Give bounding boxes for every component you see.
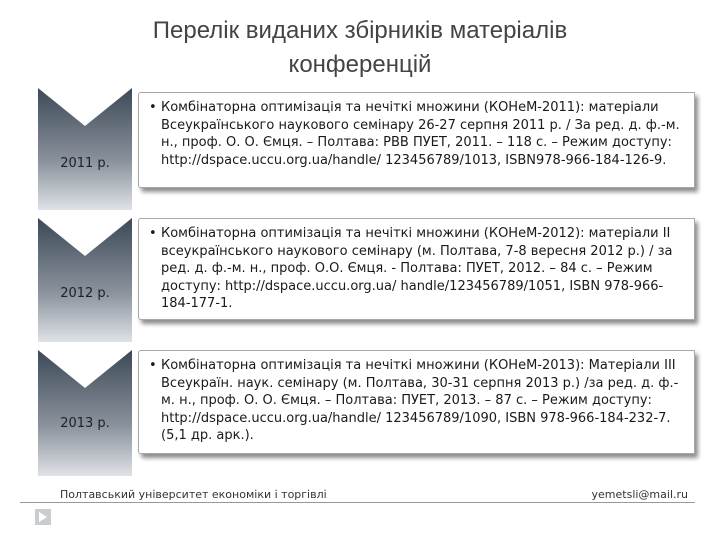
bullet: • — [149, 358, 157, 373]
list-item — [139, 93, 694, 169]
year-label: 2013 р. — [60, 416, 110, 431]
entry-list — [139, 351, 694, 445]
footer-email: yemetsli@mail.ru — [591, 488, 688, 501]
entry-box — [138, 350, 695, 454]
slide-corner-icon — [35, 509, 51, 529]
entry-row-2011 — [0, 88, 720, 210]
bullet: • — [149, 226, 157, 241]
entry-box — [138, 92, 695, 188]
list-item — [139, 219, 694, 313]
entry-list — [139, 219, 694, 313]
year-label: 2012 р. — [60, 286, 110, 301]
chevron-arrow-icon — [38, 218, 132, 342]
footer-divider — [20, 502, 695, 503]
year-label: 2011 р. — [60, 156, 110, 171]
page-title — [60, 14, 660, 82]
bullet: • — [149, 100, 157, 115]
title-line-1: Перелік виданих збірників матеріалів — [152, 17, 568, 44]
entry-text: Комбінаторна оптимізація та нечіткі множини (КОНеМ-2011): матеріали Всеукраїнського наукового семінару 26-27 серпня 2011 р. / За ред. д. ф.-м. н., проф. О. О. Ємця. – Полтава: РВВ ПУЕТ, 2011. – 118 с. – Режим доступу: http://dspace.uccu.org.ua/handle/ 123456789/1013, ISBN978-966-184-126-9. — [161, 100, 680, 168]
chevron-shape — [38, 218, 132, 342]
chevron-shape — [38, 350, 132, 476]
list-item — [139, 351, 694, 445]
footer-institution: Полтавський університет економіки і торгівлі — [60, 488, 327, 501]
chevron-shape — [38, 88, 132, 210]
title-line-2: конференцій — [288, 51, 432, 78]
entry-list — [139, 93, 694, 169]
entry-box — [138, 218, 695, 320]
entry-row-2013 — [0, 350, 720, 476]
chevron-arrow-icon — [38, 88, 132, 210]
entry-row-2012 — [0, 218, 720, 342]
chevron-arrow-icon — [38, 350, 132, 476]
entry-text: Комбінаторна оптимізація та нечіткі множини (КОНеМ-2013): Матеріали ІІІ Всеукраїн. наук. семінару (м. Полтава, 30-31 серпня 2013 р.) /за ред. д. ф.-м. н., проф. О. О. Ємця. – Полтава: ПУЕТ, 2013. – 87 с. – Режим доступу: http://dspace.uccu.org.ua/handle/ 123456789/1090, ISBN 978-966-184-232-7. (5,1 др. арк.). — [161, 358, 679, 444]
entry-text: Комбінаторна оптимізація та нечіткі множини (КОНеМ-2012): матеріали ІІ всеукраїнського наукового семінару (м. Полтава, 7-8 вересня 2012 р.) / за ред. д. ф.-м. н., проф. О.О. Ємця. - Полтава: ПУЕТ, 2012. – 84 с. – Режим доступу: http://dspace.uccu.org.ua/ handle/123456789/1051, ISBN 978-966-184-177-1. — [161, 226, 673, 312]
